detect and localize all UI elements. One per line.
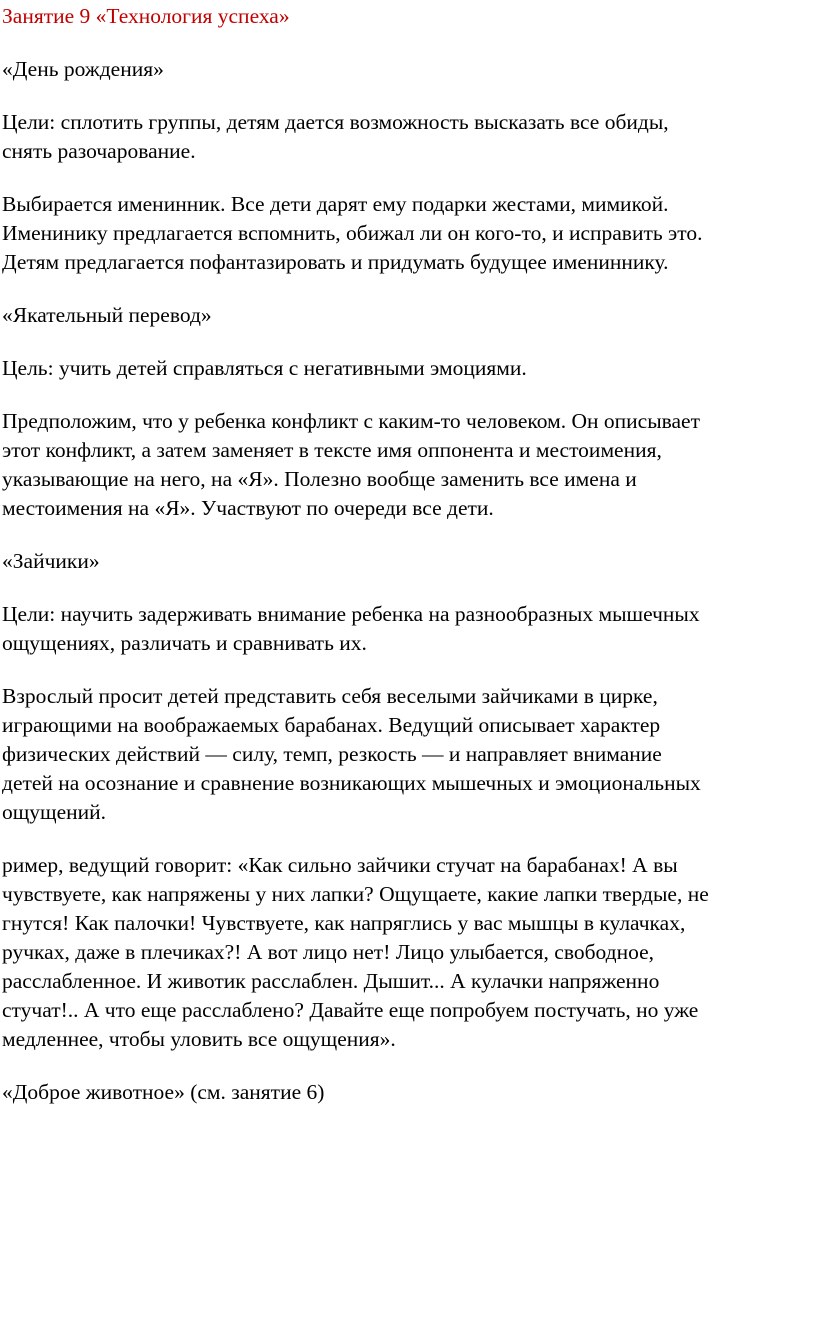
exercise-heading-kind-animal: «Доброе животное» (см. занятие 6) xyxy=(2,1080,325,1104)
birthday-goals: Цели: сплотить группы, детям дается возможность высказать все обиды, снять разочарование. xyxy=(2,110,669,163)
lesson-title: Занятие 9 «Технология успеха» xyxy=(2,4,290,28)
bunnies-goals: Цели: научить задерживать внимание ребенка на разнообразных мышечных ощущениях, различать и сравнивать их. xyxy=(2,602,700,655)
exercise-heading-birthday: «День рождения» xyxy=(2,57,164,81)
exercise-heading-ya-translation: «Якательный перевод» xyxy=(2,303,212,327)
exercise-heading-bunnies: «Зайчики» xyxy=(2,549,100,573)
bunnies-description: Взрослый просит детей представить себя веселыми зайчиками в цирке, играющими на воображаемых барабанах. Ведущий описывает характер физических действий — силу, темп, резкость — и направляет внимание детей на осознание и сравнение возникающих мышечных и эмоциональных ощущений. xyxy=(2,684,701,824)
bunnies-example: ример, ведущий говорит: «Как сильно зайчики стучат на барабанах! А вы чувствуете, как напряжены у них лапки? Ощущаете, какие лапки твердые, не гнутся! Как палочки! Чувствуете, как напряглись у вас мышцы в кулачках, ручках, даже в плечиках?! А вот лицо нет! Лицо улыбается, свободное, расслабленное. И животик расслаблен. Дышит... А кулачки напряженно стучат!.. А что еще расслаблено? Давайте еще попробуем постучать, но уже медленнее, чтобы уловить все ощущения». xyxy=(2,853,709,1051)
ya-translation-description: Предположим, что у ребенка конфликт с каким-то человеком. Он описывает этот конфликт, а затем заменяет в тексте имя оппонента и местоимения, указывающие на него, на «Я». Полезно вообще заменить все имена и местоимения на «Я». Участвуют по очереди все дети. xyxy=(2,409,700,520)
birthday-description: Выбирается именинник. Все дети дарят ему подарки жестами, мимикой. Именинику предлагается вспомнить, обижал ли он кого-то, и исправить это. Детям предлагается пофантазировать и придумать будущее имениннику. xyxy=(2,192,703,274)
ya-translation-goal: Цель: учить детей справляться с негативными эмоциями. xyxy=(2,356,527,380)
